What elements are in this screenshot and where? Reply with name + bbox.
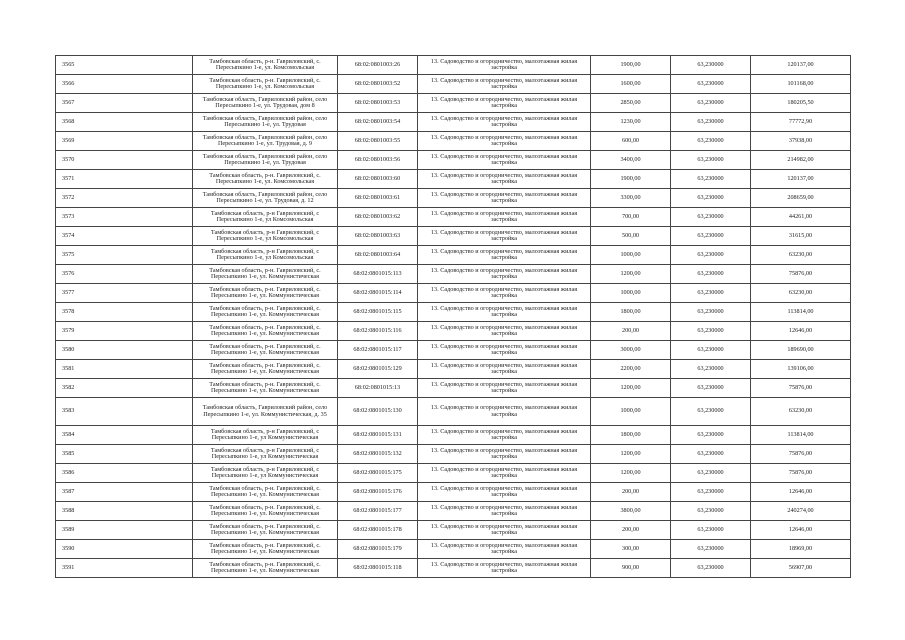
cadastral-number-cell: 68:02:0801015:129 — [338, 360, 418, 379]
specific-value-cell: 63,230000 — [671, 379, 751, 398]
land-use-cell: 13. Садоводство и огородничество, малоэтажная жилая застройка — [418, 113, 591, 132]
cadastral-value-cell: 180205,50 — [751, 94, 851, 113]
row-number-cell: 3570 — [56, 151, 193, 170]
address-cell: Тамбовская область, р-н Гавриловский, с Пересыпкино 1-е, ул Коммунистическая — [193, 426, 338, 445]
specific-value-cell: 63,230000 — [671, 246, 751, 265]
row-number-cell: 3565 — [56, 56, 193, 75]
area-cell: 1200,00 — [591, 445, 671, 464]
land-use-cell: 13. Садоводство и огородничество, малоэтажная жилая застройка — [418, 246, 591, 265]
area-cell: 2200,00 — [591, 360, 671, 379]
cadastral-number-cell: 68:02:0801003:63 — [338, 227, 418, 246]
specific-value-cell: 63,230000 — [671, 521, 751, 540]
specific-value-cell: 63,230000 — [671, 189, 751, 208]
land-use-cell: 13. Садоводство и огородничество, малоэтажная жилая застройка — [418, 75, 591, 94]
land-use-cell: 13. Садоводство и огородничество, малоэтажная жилая застройка — [418, 94, 591, 113]
specific-value-cell: 63,230000 — [671, 265, 751, 284]
land-use-cell: 13. Садоводство и огородничество, малоэтажная жилая застройка — [418, 426, 591, 445]
cadastral-value-cell: 139106,00 — [751, 360, 851, 379]
cadastral-number-cell: 68:02:0801015:177 — [338, 502, 418, 521]
address-cell: Тамбовская область, р-н. Гавриловский, с. Пересыпкино 1-е, ул. Коммунистическая — [193, 265, 338, 284]
land-use-cell: 13. Садоводство и огородничество, малоэтажная жилая застройка — [418, 398, 591, 426]
specific-value-cell: 63,230000 — [671, 502, 751, 521]
land-registry-table — [55, 55, 851, 578]
specific-value-cell: 63,230000 — [671, 208, 751, 227]
cadastral-value-cell: 214982,00 — [751, 151, 851, 170]
area-cell: 200,00 — [591, 521, 671, 540]
land-use-cell: 13. Садоводство и огородничество, малоэтажная жилая застройка — [418, 322, 591, 341]
cadastral-number-cell: 68:02:0801015:115 — [338, 303, 418, 322]
row-number-cell: 3590 — [56, 540, 193, 559]
address-cell: Тамбовская область, р-н Гавриловский, с Пересыпкино 1-е, ул Комсомольская — [193, 246, 338, 265]
area-cell: 200,00 — [591, 483, 671, 502]
address-cell: Тамбовская область, р-н. Гавриловский, с. Пересыпкино 1-е, ул. Коммунистическая — [193, 379, 338, 398]
cadastral-number-cell: 68:02:0801015:179 — [338, 540, 418, 559]
table-row — [56, 398, 851, 426]
specific-value-cell: 63,230000 — [671, 540, 751, 559]
address-cell: Тамбовская область, Гавриловский район, село Пересыпкино 1-е, ул. Трудовая, д. 9 — [193, 132, 338, 151]
row-number-cell: 3571 — [56, 170, 193, 189]
land-use-cell: 13. Садоводство и огородничество, малоэтажная жилая застройка — [418, 227, 591, 246]
specific-value-cell: 63,230000 — [671, 322, 751, 341]
land-use-cell: 13. Садоводство и огородничество, малоэтажная жилая застройка — [418, 303, 591, 322]
table-row — [56, 208, 851, 227]
area-cell: 3000,00 — [591, 341, 671, 360]
row-number-cell: 3586 — [56, 464, 193, 483]
cadastral-number-cell: 68:02:0801003:54 — [338, 113, 418, 132]
table-row — [56, 322, 851, 341]
specific-value-cell: 63,230000 — [671, 56, 751, 75]
land-use-cell: 13. Садоводство и огородничество, малоэтажная жилая застройка — [418, 464, 591, 483]
cadastral-number-cell: 68:02:0801003:55 — [338, 132, 418, 151]
land-use-cell: 13. Садоводство и огородничество, малоэтажная жилая застройка — [418, 265, 591, 284]
address-cell: Тамбовская область, р-н. Гавриловский, с. Пересыпкино 1-е, ул. Коммунистическая — [193, 360, 338, 379]
cadastral-number-cell: 68:02:0801015:130 — [338, 398, 418, 426]
table-row — [56, 426, 851, 445]
table-row — [56, 246, 851, 265]
cadastral-value-cell: 120137,00 — [751, 170, 851, 189]
specific-value-cell: 63,230000 — [671, 75, 751, 94]
address-cell: Тамбовская область, р-н Гавриловский, с Пересыпкино 1-е, ул Комсомольская — [193, 227, 338, 246]
land-use-cell: 13. Садоводство и огородничество, малоэтажная жилая застройка — [418, 483, 591, 502]
address-cell: Тамбовская область, р-н. Гавриловский, с. Пересыпкино 1-е, ул. Коммунистическая — [193, 322, 338, 341]
address-cell: Тамбовская область, р-н. Гавриловский, с. Пересыпкино 1-е, ул. Коммунистическая — [193, 284, 338, 303]
land-use-cell: 13. Садоводство и огородничество, малоэтажная жилая застройка — [418, 56, 591, 75]
row-number-cell: 3574 — [56, 227, 193, 246]
row-number-cell: 3580 — [56, 341, 193, 360]
cadastral-number-cell: 68:02:0801015:117 — [338, 341, 418, 360]
table-row — [56, 445, 851, 464]
cadastral-value-cell: 12646,00 — [751, 521, 851, 540]
land-use-cell: 13. Садоводство и огородничество, малоэтажная жилая застройка — [418, 502, 591, 521]
row-number-cell: 3577 — [56, 284, 193, 303]
row-number-cell: 3572 — [56, 189, 193, 208]
table-row — [56, 502, 851, 521]
address-cell: Тамбовская область, р-н Гавриловский, с Пересыпкино 1-е, ул Коммунистическая — [193, 445, 338, 464]
address-cell: Тамбовская область, р-н. Гавриловский, с. Пересыпкино 1-е, ул. Коммунистическая — [193, 540, 338, 559]
table-row — [56, 227, 851, 246]
specific-value-cell: 63,230000 — [671, 360, 751, 379]
land-use-cell: 13. Садоводство и огородничество, малоэтажная жилая застройка — [418, 151, 591, 170]
cadastral-number-cell: 68:02:0801015:178 — [338, 521, 418, 540]
land-use-cell: 13. Садоводство и огородничество, малоэтажная жилая застройка — [418, 540, 591, 559]
area-cell: 1230,00 — [591, 113, 671, 132]
specific-value-cell: 63,230000 — [671, 464, 751, 483]
cadastral-value-cell: 75876,00 — [751, 379, 851, 398]
land-use-cell: 13. Садоводство и огородничество, малоэтажная жилая застройка — [418, 559, 591, 578]
area-cell: 1600,00 — [591, 75, 671, 94]
address-cell: Тамбовская область, р-н. Гавриловский, с. Пересыпкино 1-е, ул. Коммунистическая — [193, 483, 338, 502]
row-number-cell: 3576 — [56, 265, 193, 284]
land-use-cell: 13. Садоводство и огородничество, малоэтажная жилая застройка — [418, 341, 591, 360]
table-row — [56, 341, 851, 360]
area-cell: 1900,00 — [591, 56, 671, 75]
cadastral-number-cell: 68:02:0801015:13 — [338, 379, 418, 398]
address-cell: Тамбовская область, р-н. Гавриловский, с. Пересыпкино 1-е, ул. Коммунистическая — [193, 502, 338, 521]
row-number-cell: 3585 — [56, 445, 193, 464]
table-row — [56, 379, 851, 398]
area-cell: 1200,00 — [591, 464, 671, 483]
row-number-cell: 3578 — [56, 303, 193, 322]
cadastral-number-cell: 68:02:0801015:132 — [338, 445, 418, 464]
row-number-cell: 3581 — [56, 360, 193, 379]
address-cell: Тамбовская область, Гавриловский район, село Пересыпкино 1-е, ул. Трудовая — [193, 113, 338, 132]
address-cell: Тамбовская область, р-н Гавриловский, с Пересыпкино 1-е, ул Коммунистическая — [193, 464, 338, 483]
cadastral-number-cell: 68:02:0801015:114 — [338, 284, 418, 303]
table-row — [56, 483, 851, 502]
area-cell: 700,00 — [591, 208, 671, 227]
table-row — [56, 464, 851, 483]
row-number-cell: 3579 — [56, 322, 193, 341]
specific-value-cell: 63,230000 — [671, 341, 751, 360]
area-cell: 500,00 — [591, 227, 671, 246]
area-cell: 1200,00 — [591, 265, 671, 284]
cadastral-value-cell: 63230,00 — [751, 246, 851, 265]
row-number-cell: 3568 — [56, 113, 193, 132]
land-use-cell: 13. Садоводство и огородничество, малоэтажная жилая застройка — [418, 132, 591, 151]
address-cell: Тамбовская область, р-н. Гавриловский, с. Пересыпкино 1-е, ул. Коммунистическая — [193, 341, 338, 360]
address-cell: Тамбовская область, р-н. Гавриловский, с. Пересыпкино 1-е, ул. Коммунистическая — [193, 521, 338, 540]
cadastral-number-cell: 68:02:0801015:175 — [338, 464, 418, 483]
cadastral-value-cell: 12646,00 — [751, 483, 851, 502]
land-use-cell: 13. Садоводство и огородничество, малоэтажная жилая застройка — [418, 521, 591, 540]
address-cell: Тамбовская область, Гавриловский район, село Пересыпкино 1-е, ул. Трудовая, дом 8 — [193, 94, 338, 113]
table-row — [56, 170, 851, 189]
area-cell: 200,00 — [591, 322, 671, 341]
specific-value-cell: 63,230000 — [671, 170, 751, 189]
address-cell: Тамбовская область, р-н. Гавриловский, с. Пересыпкино 1-е, ул. Комсомольская — [193, 75, 338, 94]
row-number-cell: 3588 — [56, 502, 193, 521]
specific-value-cell: 63,230000 — [671, 132, 751, 151]
specific-value-cell: 63,230000 — [671, 94, 751, 113]
area-cell: 2850,00 — [591, 94, 671, 113]
table-row — [56, 265, 851, 284]
cadastral-number-cell: 68:02:0801003:62 — [338, 208, 418, 227]
area-cell: 3800,00 — [591, 502, 671, 521]
area-cell: 300,00 — [591, 540, 671, 559]
land-use-cell: 13. Садоводство и огородничество, малоэтажная жилая застройка — [418, 170, 591, 189]
land-use-cell: 13. Садоводство и огородничество, малоэтажная жилая застройка — [418, 445, 591, 464]
cadastral-number-cell: 68:02:0801015:116 — [338, 322, 418, 341]
table-row — [56, 540, 851, 559]
address-cell: Тамбовская область, Гавриловский район, село Пересыпкино 1-е, ул. Коммунистическая, д. 35 — [193, 398, 338, 426]
cadastral-value-cell: 18969,00 — [751, 540, 851, 559]
row-number-cell: 3567 — [56, 94, 193, 113]
cadastral-value-cell: 120137,00 — [751, 56, 851, 75]
area-cell: 1200,00 — [591, 379, 671, 398]
cadastral-value-cell: 208659,00 — [751, 189, 851, 208]
row-number-cell: 3569 — [56, 132, 193, 151]
area-cell: 1000,00 — [591, 398, 671, 426]
land-use-cell: 13. Садоводство и огородничество, малоэтажная жилая застройка — [418, 379, 591, 398]
specific-value-cell: 63,230000 — [671, 483, 751, 502]
table-row — [56, 132, 851, 151]
cadastral-value-cell: 31615,00 — [751, 227, 851, 246]
cadastral-number-cell: 68:02:0801003:64 — [338, 246, 418, 265]
specific-value-cell: 63,230000 — [671, 303, 751, 322]
cadastral-value-cell: 75876,00 — [751, 464, 851, 483]
land-use-cell: 13. Садоводство и огородничество, малоэтажная жилая застройка — [418, 284, 591, 303]
land-use-cell: 13. Садоводство и огородничество, малоэтажная жилая застройка — [418, 360, 591, 379]
land-use-cell: 13. Садоводство и огородничество, малоэтажная жилая застройка — [418, 208, 591, 227]
cadastral-number-cell: 68:02:0801015:131 — [338, 426, 418, 445]
specific-value-cell: 63,230000 — [671, 398, 751, 426]
cadastral-value-cell: 12646,00 — [751, 322, 851, 341]
table-body — [56, 56, 851, 578]
cadastral-value-cell: 44261,00 — [751, 208, 851, 227]
cadastral-number-cell: 68:02:0801015:176 — [338, 483, 418, 502]
address-cell: Тамбовская область, р-н Гавриловский, с Пересыпкино 1-е, ул Комсомольская — [193, 208, 338, 227]
table-row — [56, 559, 851, 578]
table-row — [56, 94, 851, 113]
cadastral-value-cell: 77772,90 — [751, 113, 851, 132]
cadastral-value-cell: 75876,00 — [751, 265, 851, 284]
cadastral-value-cell: 63230,00 — [751, 284, 851, 303]
specific-value-cell: 63,230000 — [671, 559, 751, 578]
specific-value-cell: 63,230000 — [671, 227, 751, 246]
address-cell: Тамбовская область, р-н. Гавриловский, с. Пересыпкино 1-е, ул. Комсомольская — [193, 170, 338, 189]
area-cell: 1800,00 — [591, 426, 671, 445]
cadastral-number-cell: 68:02:0801003:61 — [338, 189, 418, 208]
row-number-cell: 3575 — [56, 246, 193, 265]
address-cell: Тамбовская область, Гавриловский район, село Пересыпкино 1-е, ул. Трудовая — [193, 151, 338, 170]
cadastral-number-cell: 68:02:0801015:118 — [338, 559, 418, 578]
area-cell: 3300,00 — [591, 189, 671, 208]
address-cell: Тамбовская область, р-н. Гавриловский, с. Пересыпкино 1-е, ул. Коммунистическая — [193, 559, 338, 578]
cadastral-number-cell: 68:02:0801015:113 — [338, 265, 418, 284]
cadastral-number-cell: 68:02:0801003:52 — [338, 75, 418, 94]
address-cell: Тамбовская область, р-н. Гавриловский, с. Пересыпкино 1-е, ул. Комсомольская — [193, 56, 338, 75]
cadastral-number-cell: 68:02:0801003:60 — [338, 170, 418, 189]
specific-value-cell: 63,230000 — [671, 284, 751, 303]
cadastral-value-cell: 56907,00 — [751, 559, 851, 578]
area-cell: 600,00 — [591, 132, 671, 151]
cadastral-number-cell: 68:02:0801003:53 — [338, 94, 418, 113]
row-number-cell: 3573 — [56, 208, 193, 227]
row-number-cell: 3583 — [56, 398, 193, 426]
area-cell: 1800,00 — [591, 303, 671, 322]
area-cell: 900,00 — [591, 559, 671, 578]
table-row — [56, 189, 851, 208]
row-number-cell: 3589 — [56, 521, 193, 540]
address-cell: Тамбовская область, Гавриловский район, село Пересыпкино 1-е, ул. Трудовая, д. 12 — [193, 189, 338, 208]
cadastral-value-cell: 240274,00 — [751, 502, 851, 521]
cadastral-value-cell: 189690,00 — [751, 341, 851, 360]
specific-value-cell: 63,230000 — [671, 151, 751, 170]
cadastral-value-cell: 63230,00 — [751, 398, 851, 426]
specific-value-cell: 63,230000 — [671, 445, 751, 464]
table-row — [56, 521, 851, 540]
table-row — [56, 303, 851, 322]
row-number-cell: 3566 — [56, 75, 193, 94]
area-cell: 1000,00 — [591, 284, 671, 303]
cadastral-value-cell: 37938,00 — [751, 132, 851, 151]
cadastral-value-cell: 75876,00 — [751, 445, 851, 464]
table-row — [56, 113, 851, 132]
table-row — [56, 75, 851, 94]
cadastral-number-cell: 68:02:0801003:56 — [338, 151, 418, 170]
specific-value-cell: 63,230000 — [671, 426, 751, 445]
cadastral-number-cell: 68:02:0801003:26 — [338, 56, 418, 75]
row-number-cell: 3591 — [56, 559, 193, 578]
cadastral-value-cell: 113814,00 — [751, 303, 851, 322]
cadastral-value-cell: 101168,00 — [751, 75, 851, 94]
row-number-cell: 3582 — [56, 379, 193, 398]
specific-value-cell: 63,230000 — [671, 113, 751, 132]
cadastral-value-cell: 113814,00 — [751, 426, 851, 445]
area-cell: 3400,00 — [591, 151, 671, 170]
area-cell: 1900,00 — [591, 170, 671, 189]
row-number-cell: 3584 — [56, 426, 193, 445]
address-cell: Тамбовская область, р-н. Гавриловский, с. Пересыпкино 1-е, ул. Коммунистическая — [193, 303, 338, 322]
table-row — [56, 284, 851, 303]
row-number-cell: 3587 — [56, 483, 193, 502]
table-row — [56, 360, 851, 379]
table-row — [56, 56, 851, 75]
land-use-cell: 13. Садоводство и огородничество, малоэтажная жилая застройка — [418, 189, 591, 208]
table-row — [56, 151, 851, 170]
area-cell: 1000,00 — [591, 246, 671, 265]
